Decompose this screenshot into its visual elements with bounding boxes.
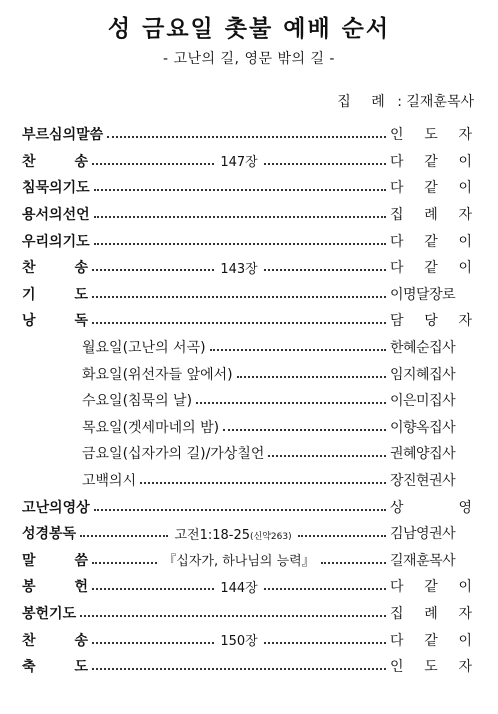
item-person: 상 영 (390, 499, 472, 516)
reading-sub-item (22, 414, 472, 441)
leader-dots (268, 455, 386, 457)
leader-dots (264, 588, 386, 590)
service-item (22, 148, 472, 175)
item-label: 금요일(십자가의 길)/가상칠언 (82, 446, 265, 463)
item-person: 집 례 자 (390, 207, 472, 224)
leader-dots (92, 296, 386, 298)
item-detail: 147장 (220, 155, 258, 171)
page-title: 성 금요일 촛불 예배 순서 (107, 16, 391, 42)
leader-dots (94, 189, 386, 191)
item-person: 길재훈목사 (390, 552, 456, 569)
item-label: 말 씀 (22, 552, 88, 569)
leader-dots (107, 136, 386, 138)
presider-label: 집 례 (337, 94, 393, 110)
item-person: 다 같 이 (390, 233, 472, 250)
service-item (22, 626, 472, 653)
item-person: 임지혜집사 (390, 366, 456, 383)
item-label: 우리의기도 (22, 233, 90, 250)
leader-dots (321, 562, 386, 564)
leader-dots (92, 322, 386, 324)
item-label: 찬 송 (22, 632, 88, 649)
service-item (22, 201, 472, 228)
leader-dots (94, 243, 386, 245)
leader-dots (196, 402, 386, 404)
presider-name: 길재훈목사 (406, 94, 474, 110)
presider-line (337, 92, 474, 112)
reading-sub-item (22, 387, 472, 414)
service-item (22, 600, 472, 627)
service-item (22, 174, 472, 201)
item-person: 담 당 자 (390, 313, 472, 330)
item-label: 목요일(겟세마네의 밤) (82, 419, 220, 436)
item-detail: 144장 (220, 580, 258, 596)
service-item (22, 653, 472, 680)
leader-dots (92, 588, 214, 590)
item-person: 다 같 이 (390, 180, 472, 197)
service-item (22, 254, 472, 281)
item-label: 봉헌기도 (22, 605, 77, 622)
service-item (22, 121, 472, 148)
item-person: 다 같 이 (390, 260, 472, 277)
service-item (22, 547, 472, 574)
service-item (22, 493, 472, 520)
item-label: 기 도 (22, 286, 88, 303)
item-label: 고난의영상 (22, 499, 90, 516)
item-label: 월요일(고난의 서곡) (82, 340, 206, 357)
item-detail: 『십자가, 하나님의 능력』 (163, 554, 315, 570)
item-person: 인 도 자 (390, 127, 472, 144)
leader-dots (92, 269, 214, 271)
presider-separator: : (397, 94, 402, 110)
leader-dots (223, 429, 386, 431)
leader-dots (92, 163, 214, 165)
page-subtitle: - 고난의 길, 영문 밖의 길 - (163, 51, 335, 67)
service-item (22, 573, 472, 600)
leader-dots (264, 163, 386, 165)
item-person: 다 같 이 (390, 579, 472, 596)
leader-dots (92, 562, 157, 564)
item-person: 집 례 자 (390, 605, 472, 622)
leader-dots (264, 269, 386, 271)
leader-dots (94, 509, 386, 511)
item-person: 한혜순집사 (390, 340, 456, 357)
leader-dots (237, 376, 386, 378)
item-person: 김남영권사 (390, 526, 456, 543)
item-label: 용서의선언 (22, 207, 90, 224)
leader-dots (94, 216, 386, 218)
leader-dots (210, 349, 386, 351)
service-item (22, 281, 472, 308)
reading-sub-item (22, 440, 472, 467)
item-label: 찬 송 (22, 260, 88, 277)
item-label: 축 도 (22, 659, 88, 676)
item-label: 봉 헌 (22, 579, 88, 596)
item-label: 고백의시 (82, 473, 137, 490)
service-item (22, 227, 472, 254)
leader-dots (92, 642, 214, 644)
reading-sub-item (22, 360, 472, 387)
item-detail: 고전1:18-25(신약263) (174, 527, 292, 543)
item-person: 이명달장로 (390, 286, 456, 303)
leader-dots (298, 535, 386, 537)
item-label: 화요일(위선자들 앞에서) (82, 366, 233, 383)
leader-dots (92, 668, 386, 670)
item-label: 성경봉독 (22, 526, 77, 543)
item-person: 다 같 이 (390, 632, 472, 649)
leader-dots (264, 642, 386, 644)
item-person: 인 도 자 (390, 659, 472, 676)
leader-dots (140, 482, 386, 484)
item-person: 다 같 이 (390, 153, 472, 170)
item-person: 장진현권사 (390, 473, 456, 490)
item-detail: 143장 (220, 261, 258, 277)
item-person: 권혜양집사 (390, 446, 456, 463)
service-item (22, 520, 472, 547)
reading-sub-item (22, 467, 472, 494)
service-item (22, 307, 472, 334)
item-label: 부르심의말씀 (22, 127, 104, 144)
item-label: 침묵의기도 (22, 180, 90, 197)
item-label: 수요일(침묵의 날) (82, 393, 193, 410)
order-of-service-list (22, 121, 472, 679)
item-person: 이은미집사 (390, 393, 456, 410)
item-detail: 150장 (220, 634, 258, 650)
item-person: 이향옥집사 (390, 419, 456, 436)
item-label: 낭 독 (22, 313, 88, 330)
leader-dots (80, 535, 168, 537)
leader-dots (80, 615, 386, 617)
item-label: 찬 송 (22, 153, 88, 170)
reading-sub-item (22, 334, 472, 361)
